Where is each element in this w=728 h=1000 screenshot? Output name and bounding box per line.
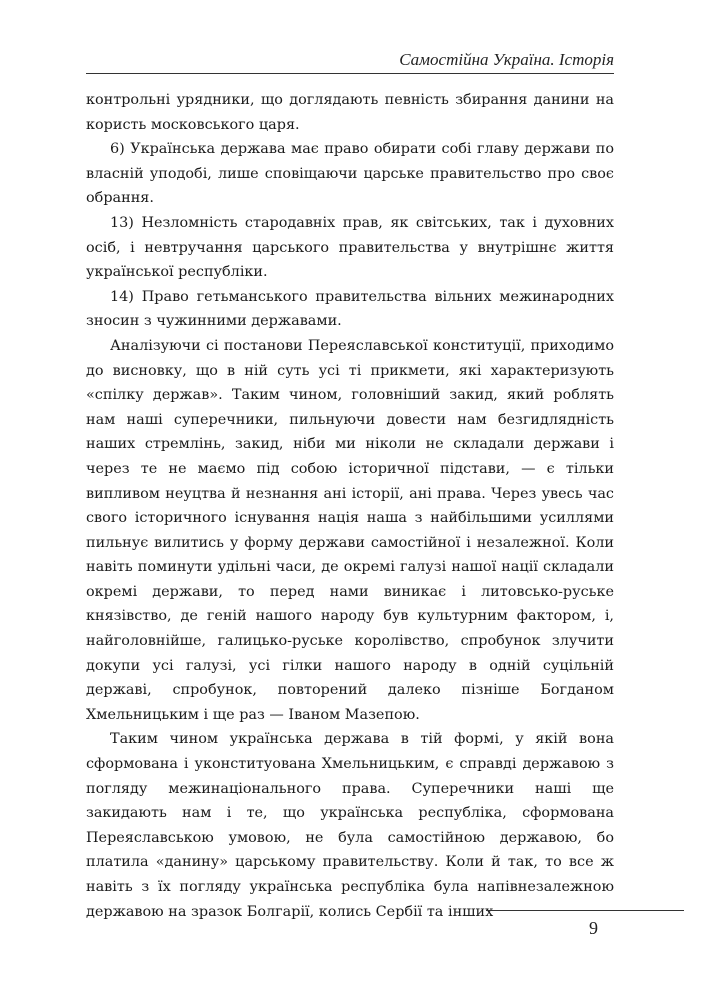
paragraph: 6) Українська держава має право обирати собі главу держави по власній уподобі, лише сповіщаючи царське правительство про своє обрання.: [86, 141, 614, 207]
footer-rule: [486, 910, 684, 911]
header-rule: [86, 73, 614, 74]
paragraph: Аналізуючи сі постанови Переяславської конституції, приходимо до висновку, що в ній суть усі ті прикмети, які характеризують «спілку держав». Таким чином, головніший закид, який роблять нам наші суперечники, пильнуючи довести нам безгидлядність наших стремлінь, закид, ніби ми ніколи не складали держави і через те не маємо під собою історичної підстави, — є тільки випливом неуцтва й незнання ані історії, ані права. Через увесь час свого історичного існування нація наша з найбільшими усиллями пильнує вилитись у форму держави самостійної і незалежної. Коли навіть поминути удільні часи, де окремі галузі нашої нації складали окремі держави, то перед нами виникає і литовсько-руське князівство, де геній нашого народу був культурним фактором, і, найголовнійше, галицько-руське королівство, спробунок злучити докупи усі галузі, усі гілки нашого народу в одній суцільній державі, спробунок, повторений далеко пізніше Богданом Хмельницьким і ще раз — Іваном Мазепою.: [86, 337, 614, 723]
paragraph: контрольні урядники, що доглядають певність збирання данини на користь московського царя.: [86, 92, 614, 133]
paragraph: 14) Право гетьманського правительства вільних межинародних зносин з чужинними державами.: [86, 288, 614, 330]
body-text: [86, 88, 614, 924]
running-header: [86, 46, 614, 74]
paragraph: 13) Незломність стародавніх прав, як світських, так і духовних осіб, і невтручання царського правительства у внутрішнє життя української республіки.: [86, 214, 614, 281]
page-number: 9: [589, 918, 598, 938]
running-header-title: Самостійна Україна. Історія: [399, 50, 614, 69]
paragraph: Таким чином українська держава в тій формі, у якій вона сформована і уконституована Хмельницьким, є справді державою з погляду межинаціонального права. Суперечники наші ще закидають нам і те, що українська республіка, сформована Переяславською умовою, не була самостійною державою, бо платила «данину» царському правительству. Коли й так, то все ж навіть з їх погляду українська республіка була напівнезалежною державою на зразок Болгарії, колись Сербії та інших: [86, 731, 614, 920]
page-footer: [486, 910, 684, 940]
